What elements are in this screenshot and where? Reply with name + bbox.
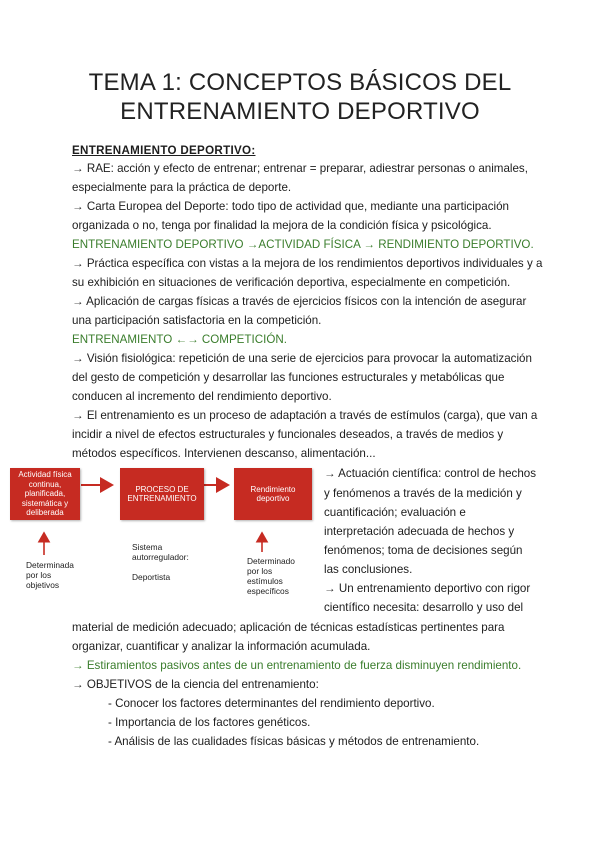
objective-item: - Importancia de los factores genéticos. <box>108 716 311 729</box>
text-line: material de medición adecuado; aplicación de técnicas estadísticas pertinentes para <box>72 621 505 634</box>
text-line: conducen al incremento del rendimiento deportivo. <box>72 390 332 403</box>
text-line: → El entrenamiento es un proceso de adaptación a través de estímulos (carga), que van a <box>72 409 538 422</box>
note-line: Sistema <box>132 542 163 552</box>
box1-line: deliberada <box>26 508 64 518</box>
note-line: Determinada <box>26 560 74 570</box>
note-determinada <box>26 560 74 590</box>
box3-line: deportivo <box>256 494 290 503</box>
text-line: → OBJETIVOS de la ciencia del entrenamiento: <box>72 678 319 691</box>
training-diagram <box>0 460 322 610</box>
box1-line: Actividad física <box>18 470 72 480</box>
text-line: incidir a nivel de efectos estructurales y funcionales deseados, a través de medios y <box>72 428 504 441</box>
note-line: por los <box>26 570 52 580</box>
green-text-line: → Estiramientos pasivos antes de un entrenamiento de fuerza disminuyen rendimiento. <box>72 659 522 672</box>
side-text-line: fenómenos; toma de decisiones según <box>324 544 523 557</box>
note-line: objetivos <box>26 580 60 590</box>
note-line: autorregulador: <box>132 552 189 562</box>
side-text-line: y fenómenos a través de la medición y <box>324 487 522 500</box>
note-line: Determinado <box>247 556 295 566</box>
side-text-line: → Un entrenamiento deportivo con rigor <box>324 582 531 595</box>
text-line: organizada o no, tenga por finalidad la mejora de la condición física y psicológica. <box>72 219 492 232</box>
text-line: → RAE: acción y efecto de entrenar; entrenar = preparar, adiestrar personas o animales, <box>72 162 528 175</box>
text-line: su exhibición en situaciones de verificación deportiva, especialmente en competición. <box>72 276 511 289</box>
title-line-1: TEMA 1: CONCEPTOS BÁSICOS DEL <box>88 69 512 96</box>
note-line: específicos <box>247 586 289 596</box>
side-text-line: las conclusiones. <box>324 563 413 576</box>
text-line: → Aplicación de cargas físicas a través de ejercicios físicos con la intención de asegurar <box>72 295 527 308</box>
box1-line: planificada, <box>24 489 66 499</box>
objective-item: - Análisis de las cualidades físicas básicas y métodos de entrenamiento. <box>108 735 480 748</box>
box1-line: sistemática y <box>21 498 69 508</box>
text-line: → Práctica específica con vistas a la mejora de los rendimientos deportivos individuales y a <box>72 257 543 270</box>
text-line: → Visión fisiológica: repetición de una serie de ejercicios para provocar la automatización <box>72 352 532 365</box>
text-line: del gesto de competición y desarrollar las funciones estructurales y metabólicas que <box>72 371 505 384</box>
box2-line: PROCESO DE <box>135 484 189 494</box>
box-rendimiento-deportivo <box>234 468 312 520</box>
green-text-line: ENTRENAMIENTO DEPORTIVO →ACTIVIDAD FÍSICA → RENDIMIENTO DEPORTIVO. <box>72 238 534 251</box>
text-line: organizar, cuantificar y analizar la información acumulada. <box>72 640 371 653</box>
box-actividad-fisica <box>10 468 80 520</box>
note-line: por los <box>247 566 273 576</box>
side-text-line: → Actuación científica: control de hechos <box>324 467 537 480</box>
note-line: estímulos <box>247 576 283 586</box>
text-line: → Carta Europea del Deporte: todo tipo de actividad que, mediante una participación <box>72 200 509 213</box>
box-proceso-entrenamiento <box>120 468 204 520</box>
box2-line: ENTRENAMIENTO <box>127 494 197 503</box>
side-text-line: interpretación adecuada de hechos y <box>324 525 515 538</box>
title-line-2: ENTRENAMIENTO DEPORTIVO <box>120 98 480 125</box>
note-determinado <box>247 556 295 596</box>
note-line: Deportista <box>132 572 171 582</box>
text-line: una participación satisfactoria en la competición. <box>72 314 322 327</box>
objective-item: - Conocer los factores determinantes del rendimiento deportivo. <box>108 697 435 710</box>
side-text-line: científico necesita: desarrollo y uso del <box>324 601 524 614</box>
box1-line: continua, <box>28 479 62 489</box>
box3-line: Rendimiento <box>250 484 296 494</box>
page-title <box>40 68 560 126</box>
side-text-line: cuantificación; evaluación e <box>324 506 466 519</box>
note-sistema <box>132 542 189 582</box>
green-text-line: ENTRENAMIENTO ←→ COMPETICIÓN. <box>72 333 287 346</box>
text-line: métodos específicos. Intervienen descanso, alimentación... <box>72 447 376 460</box>
section-heading: ENTRENAMIENTO DEPORTIVO: <box>72 144 256 157</box>
text-line: especialmente para la práctica de deporte. <box>72 181 292 194</box>
